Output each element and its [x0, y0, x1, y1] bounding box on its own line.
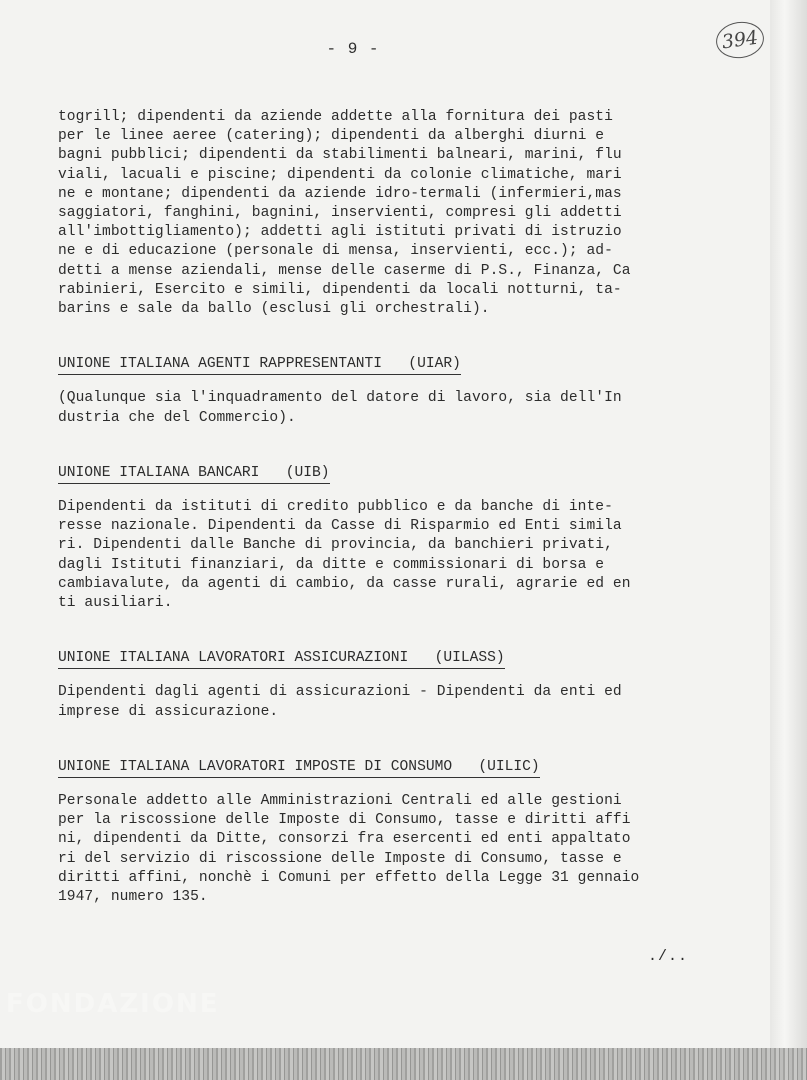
text-line: barins e sale da ballo (esclusi gli orchestrali). — [58, 301, 490, 318]
text-line: per la riscossione delle Imposte di Consumo, tasse e diritti affi — [58, 812, 631, 829]
text-line: per le linee aeree (catering); dipendenti da alberghi diurni e — [58, 128, 605, 145]
text-line: ni, dipendenti da Ditte, consorzi fra esercenti ed enti appaltato — [58, 831, 631, 848]
text-line: dagli Istituti finanziari, da ditte e commissionari di borsa e — [58, 556, 605, 573]
document-body — [58, 108, 698, 907]
text-line: Dipendenti da istituti di credito pubblico e da banche di inte- — [58, 499, 613, 516]
text-line: ne e di educazione (personale di mensa, inservienti, ecc.); ad- — [58, 243, 613, 260]
text-line: 1947, numero 135. — [58, 889, 208, 906]
section-uilic — [58, 757, 698, 907]
text-line: Dipendenti dagli agenti di assicurazioni - Dipendenti da enti ed — [58, 684, 622, 701]
text-line: ne e montane; dipendenti da aziende idro-termali (infermieri,mas — [58, 185, 622, 202]
archive-stamp-number: 394 — [714, 19, 767, 61]
text-line: saggiatori, fanghini, bagnini, inservienti, compresi gli addetti — [58, 205, 622, 222]
text-line: viali, lacuali e piscine; dipendenti da colonie climatiche, mari — [58, 166, 622, 183]
text-line: cambiavalute, da agenti di cambio, da casse rurali, agrarie ed en — [58, 575, 631, 592]
section-uilass — [58, 648, 698, 722]
intro-paragraph — [58, 108, 698, 319]
section-heading: UNIONE ITALIANA AGENTI RAPPRESENTANTI (UIAR) — [58, 355, 461, 375]
text-line: rabinieri, Esercito e simili, dipendenti da locali notturni, ta- — [58, 281, 622, 298]
scan-edge-bottom — [0, 1048, 807, 1080]
text-line: ri del servizio di riscossione delle Imposte di Consumo, tasse e — [58, 850, 622, 867]
section-uib — [58, 463, 698, 613]
section-heading: UNIONE ITALIANA LAVORATORI IMPOSTE DI CONSUMO (UILIC) — [58, 758, 540, 778]
section-heading: UNIONE ITALIANA LAVORATORI ASSICURAZIONI (UILASS) — [58, 649, 505, 669]
text-line: diritti affini, nonchè i Comuni per effetto della Legge 31 gennaio — [58, 869, 640, 886]
text-line: bagni pubblici; dipendenti da stabilimenti balneari, marini, flu — [58, 147, 622, 164]
text-line: imprese di assicurazione. — [58, 703, 279, 720]
text-line: togrill; dipendenti da aziende addette alla fornitura dei pasti — [58, 109, 613, 125]
text-line: all'imbottigliamento); addetti agli istituti privati di istruzio — [58, 224, 622, 241]
scan-edge-right — [770, 0, 807, 1080]
text-line: dustria che del Commercio). — [58, 409, 296, 426]
text-line: Personale addetto alle Amministrazioni Centrali ed alle gestioni — [58, 793, 622, 810]
text-line: ri. Dipendenti dalle Banche di provincia, da banchieri privati, — [58, 537, 613, 554]
section-heading: UNIONE ITALIANA BANCARI (UIB) — [58, 464, 330, 484]
watermark-logo: FONDAZIONE — [6, 989, 220, 1019]
text-line: detti a mense aziendali, mense delle caserme di P.S., Finanza, Ca — [58, 262, 631, 279]
text-line: (Qualunque sia l'inquadramento del datore di lavoro, sia dell'In — [58, 390, 622, 407]
section-uiar — [58, 354, 698, 428]
text-line: ti ausiliari. — [58, 595, 173, 612]
text-line: resse nazionale. Dipendenti da Casse di Risparmio ed Enti simila — [58, 518, 622, 535]
continuation-mark: ./.. — [648, 948, 689, 965]
page-number: - 9 - — [326, 40, 380, 58]
